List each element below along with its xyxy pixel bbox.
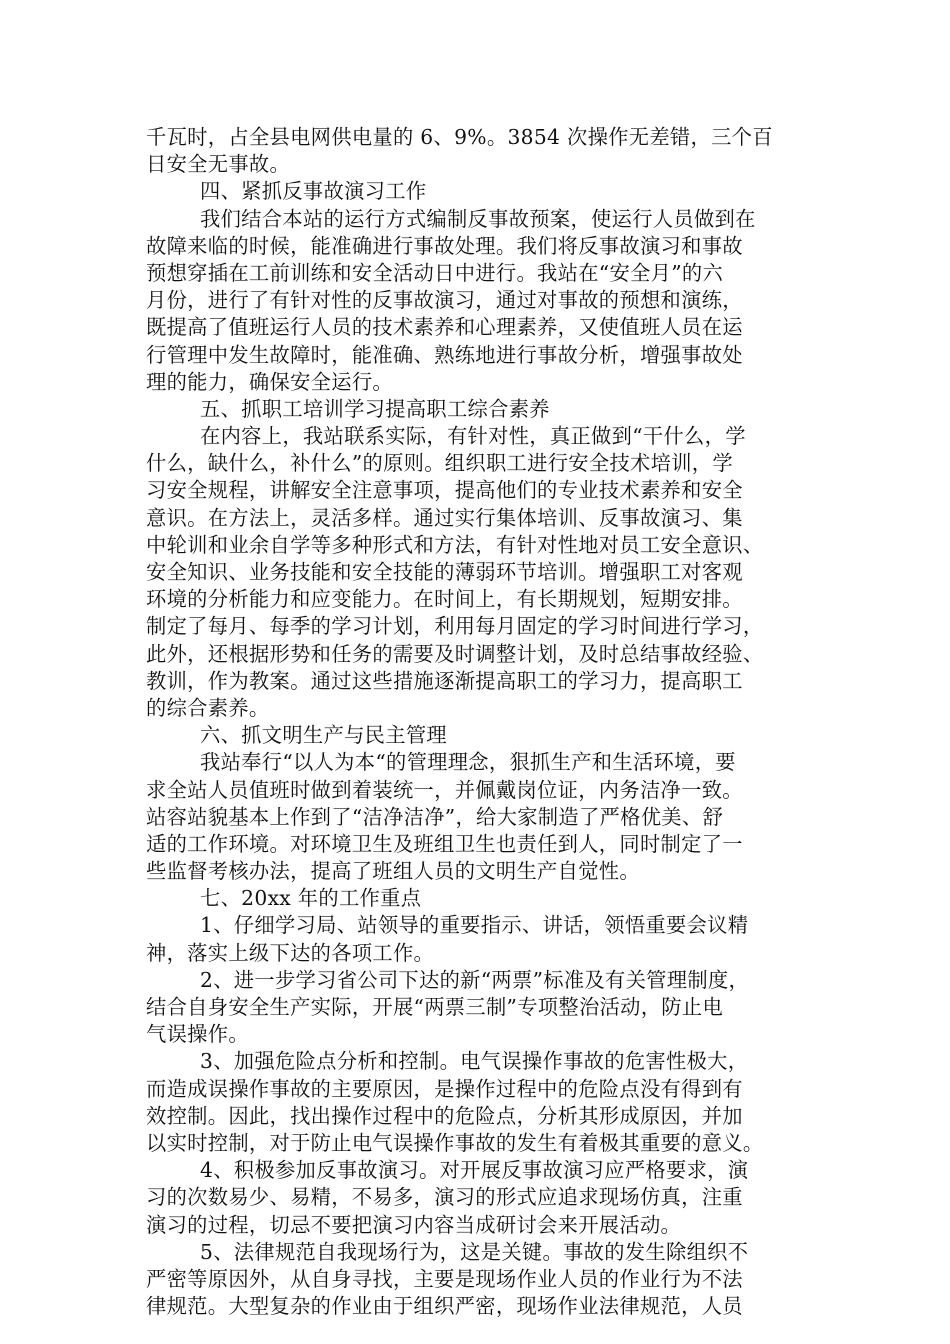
text-line: 适的工作环境。对环境卫生及班组卫生也责任到人，同时制定了一 [146,831,743,856]
text-line: 的综合素养。 [146,695,270,720]
text-line: 我站奉行“以人为本“的管理理念，狠抓生产和生活环境，要 [200,750,736,775]
text-line: 五、抓职工培训学习提高职工综合素养 [200,396,550,421]
text-line: 六、抓文明生产与民主管理 [200,723,447,748]
text-line: 理的能力，确保安全运行。 [146,369,393,394]
text-line: 演习的过程，切忌不要把演习内容当成研讨会来开展活动。 [146,1212,682,1237]
text-line: 气误操作。 [146,1022,249,1047]
text-line: 千瓦时，占全县电网供电量的 6、9%。3854 次操作无差错，三个百 [146,125,773,149]
text-line: 月份，进行了有针对性的反事故演习，通过对事故的预想和演练， [146,288,743,313]
text-line: 中轮训和业余自学等多种形式和方法，有针对性地对员工安全意识、 [146,532,764,557]
text-line: 预想穿插在工前训练和安全活动日中进行。我站在“安全月”的六 [146,260,724,285]
text-line: 我们结合本站的运行方式编制反事故预案，使运行人员做到在 [200,206,756,231]
text-line: 求全站人员值班时做到着装统一，并佩戴岗位证，内务洁净一致。 [146,777,743,802]
text-line: 习安全规程，讲解安全注意事项，提高他们的专业技术素养和安全 [146,478,743,503]
text-line: 制定了每月、每季的学习计划，利用每月固定的学习时间进行学习， [146,614,764,639]
text-line: 意识。在方法上，灵活多样。通过实行集体培训、反事故演习、集 [146,505,743,530]
text-line: 日安全无事故。 [146,152,291,177]
text-line: 四、紧抓反事故演习工作 [200,179,427,204]
text-line: 行管理中发生故障时，能准确、熟练地进行事故分析，增强事故处 [146,342,743,367]
text-line: 环境的分析能力和应变能力。在时间上，有长期规划，短期安排。 [146,587,743,612]
text-line: 在内容上，我站联系实际，有针对性，真正做到“干什么，学 [200,424,746,449]
text-line: 此外，还根据形势和任务的需要及时调整计划，及时总结事故经验、 [146,641,764,666]
text-line: 些监督考核办法，提高了班组人员的文明生产自觉性。 [146,859,640,884]
text-line: 1、仔细学习局、站领导的重要指示、讲话，领悟重要会议精 [200,913,749,938]
text-line: 律规范。大型复杂的作业由于组织严密，现场作业法律规范，人员 [146,1294,743,1319]
text-line: 4、积极参加反事故演习。对开展反事故演习应严格要求，演 [200,1158,749,1183]
text-line: 严密等原因外，从自身寻找，主要是现场作业人员的作业行为不法 [146,1266,743,1291]
document-body [146,124,814,1320]
text-line: 站容站貌基本上作到了“洁净洁净”，给大家制造了严格优美、舒 [146,804,724,829]
text-line: 2、进一步学习省公司下达的新“两票”标准及有关管理制度， [200,967,750,992]
text-line: 效控制。因此，找出操作过程中的危险点，分析其形成原因，并加 [146,1103,743,1128]
text-line: 结合自身安全生产实际，开展“两票三制”专项整治活动，防止电 [146,995,724,1019]
text-line: 神，落实上级下达的各项工作。 [146,940,435,965]
text-line: 而造成误操作事故的主要原因，是操作过程中的危险点没有得到有 [146,1076,743,1101]
text-line: 既提高了值班运行人员的技术素养和心理素养，又使值班人员在运 [146,315,743,340]
text-line: 七、20xx 年的工作重点 [200,886,422,911]
text-line: 3、加强危险点分析和控制。电气误操作事故的危害性极大， [200,1049,749,1074]
text-line: 什么，缺什么，补什么”的原则。组织职工进行安全技术培训，学 [146,451,733,476]
text-line: 以实时控制，对于防止电气误操作事故的发生有着极其重要的意义。 [146,1130,764,1155]
text-line: 习的次数易少、易精，不易多，演习的形式应追求现场仿真，注重 [146,1185,743,1210]
text-line: 5、法律规范自我现场行为，这是关键。事故的发生除组织不 [200,1239,749,1264]
text-line: 教训，作为教案。通过这些措施逐渐提高职工的学习力，提高职工 [146,668,743,693]
text-line: 安全知识、业务技能和安全技能的薄弱环节培训。增强职工对客观 [146,560,743,584]
text-line: 故障来临的时候，能准确进行事故处理。我们将反事故演习和事故 [146,233,743,258]
